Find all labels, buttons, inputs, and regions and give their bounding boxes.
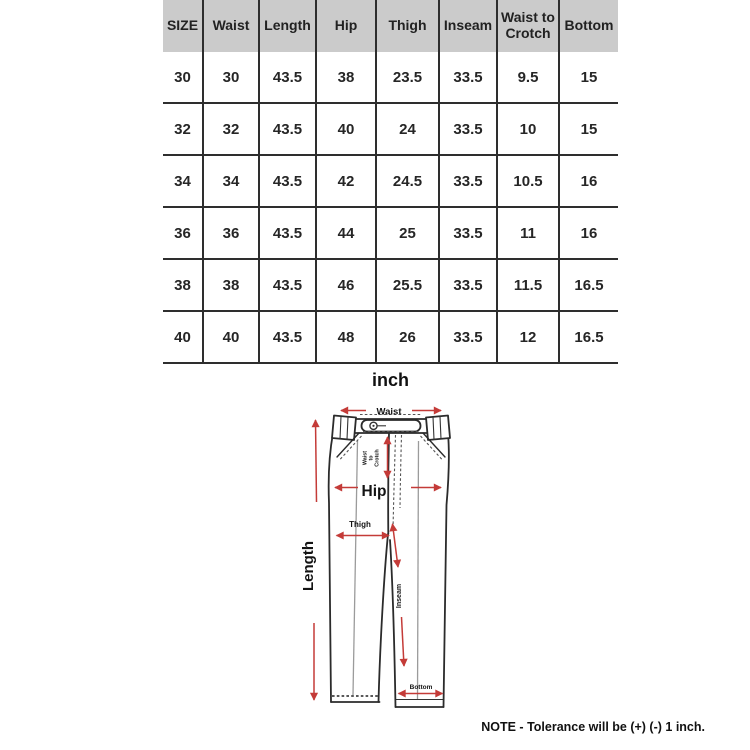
unit-label: inch (371, 370, 409, 390)
size-cell: 24.5 (376, 155, 439, 207)
size-cell: 33.5 (439, 259, 497, 311)
size-cell: 15 (559, 103, 618, 155)
size-cell: 40 (163, 311, 203, 363)
left-crease-line (353, 441, 358, 695)
size-cell: 42 (316, 155, 376, 207)
left-inner-seam (379, 534, 389, 702)
size-table-body (163, 52, 618, 363)
size-cell: 33.5 (439, 207, 497, 259)
header-cell: Length (259, 0, 316, 52)
size-cell: 33.5 (439, 52, 497, 103)
header-cell: Waist to Crotch (497, 0, 559, 52)
size-cell: 26 (376, 311, 439, 363)
size-cell: 12 (497, 311, 559, 363)
size-cell: 11.5 (497, 259, 559, 311)
measurement-annotations (300, 407, 443, 701)
size-cell: 16 (559, 155, 618, 207)
size-cell: 30 (203, 52, 259, 103)
size-cell: 40 (203, 311, 259, 363)
header-cell: SIZE (163, 0, 203, 52)
size-cell: 46 (316, 259, 376, 311)
size-table-header (163, 0, 618, 52)
header-cell: Bottom (559, 0, 618, 52)
size-cell: 10 (497, 103, 559, 155)
size-cell: 10.5 (497, 155, 559, 207)
size-cell: 43.5 (259, 311, 316, 363)
left-outer-seam (329, 433, 333, 702)
length-label: Length (300, 541, 317, 591)
right-belt-loop (426, 416, 450, 441)
header-cell: Waist (203, 0, 259, 52)
fly-stitch-2 (400, 435, 402, 508)
size-cell: 43.5 (259, 207, 316, 259)
size-cell: 33.5 (439, 103, 497, 155)
hip-label: Hip (361, 483, 387, 500)
waist-label: Waist (376, 406, 402, 418)
inseam-label: Inseam (396, 583, 403, 609)
table-row (163, 259, 618, 311)
size-cell: 25 (376, 207, 439, 259)
header-cell: Hip (316, 0, 376, 52)
size-cell: 43.5 (259, 103, 316, 155)
size-cell: 25.5 (376, 259, 439, 311)
size-cell: 40 (316, 103, 376, 155)
size-cell: 48 (316, 311, 376, 363)
size-cell: 15 (559, 52, 618, 103)
tolerance-note: NOTE - Tolerance will be (+) (-) 1 inch. (481, 720, 705, 734)
inseam-arrow-upper (393, 524, 399, 567)
size-cell: 30 (163, 52, 203, 103)
inseam-arrow-lower (402, 617, 405, 666)
size-cell: 34 (203, 155, 259, 207)
left-belt-loop (332, 416, 356, 441)
size-cell: 43.5 (259, 52, 316, 103)
header-cell: Inseam (439, 0, 497, 52)
size-cell: 38 (203, 259, 259, 311)
fly-seam (388, 433, 389, 534)
size-cell: 44 (316, 207, 376, 259)
size-cell: 16 (559, 207, 618, 259)
waist-to-crotch-label-2: to (368, 455, 375, 461)
fly-stitch-1 (393, 435, 396, 530)
pants-outline-drawing (329, 415, 450, 708)
size-cell: 34 (163, 155, 203, 207)
size-cell: 43.5 (259, 259, 316, 311)
waist-to-crotch-label-1: Waist (362, 450, 369, 466)
size-cell: 33.5 (439, 311, 497, 363)
size-cell: 33.5 (439, 155, 497, 207)
pants-measurement-diagram (285, 398, 470, 715)
header-row (163, 0, 618, 52)
length-arrow-up (316, 420, 317, 502)
size-cell: 36 (203, 207, 259, 259)
right-crease-line (418, 441, 419, 699)
size-cell: 38 (316, 52, 376, 103)
size-cell: 23.5 (376, 52, 439, 103)
header-cell: Thigh (376, 0, 439, 52)
size-cell: 16.5 (559, 259, 618, 311)
size-cell: 36 (163, 207, 203, 259)
table-row (163, 311, 618, 363)
size-table (163, 0, 618, 364)
size-cell: 43.5 (259, 155, 316, 207)
right-outer-seam (444, 433, 449, 707)
size-cell: 32 (203, 103, 259, 155)
button-center-icon (372, 425, 374, 427)
size-cell: 11 (497, 207, 559, 259)
size-cell: 24 (376, 103, 439, 155)
waist-to-crotch-label-3: Crotch (374, 449, 381, 467)
table-row (163, 52, 618, 103)
size-cell: 38 (163, 259, 203, 311)
size-cell: 9.5 (497, 52, 559, 103)
table-row (163, 155, 618, 207)
bottom-label: Bottom (409, 684, 433, 691)
table-row (163, 103, 618, 155)
right-inner-seam (390, 540, 396, 707)
table-row (163, 207, 618, 259)
thigh-label: Thigh (349, 520, 371, 529)
size-table-wrap (163, 0, 618, 364)
size-cell: 16.5 (559, 311, 618, 363)
size-cell: 32 (163, 103, 203, 155)
